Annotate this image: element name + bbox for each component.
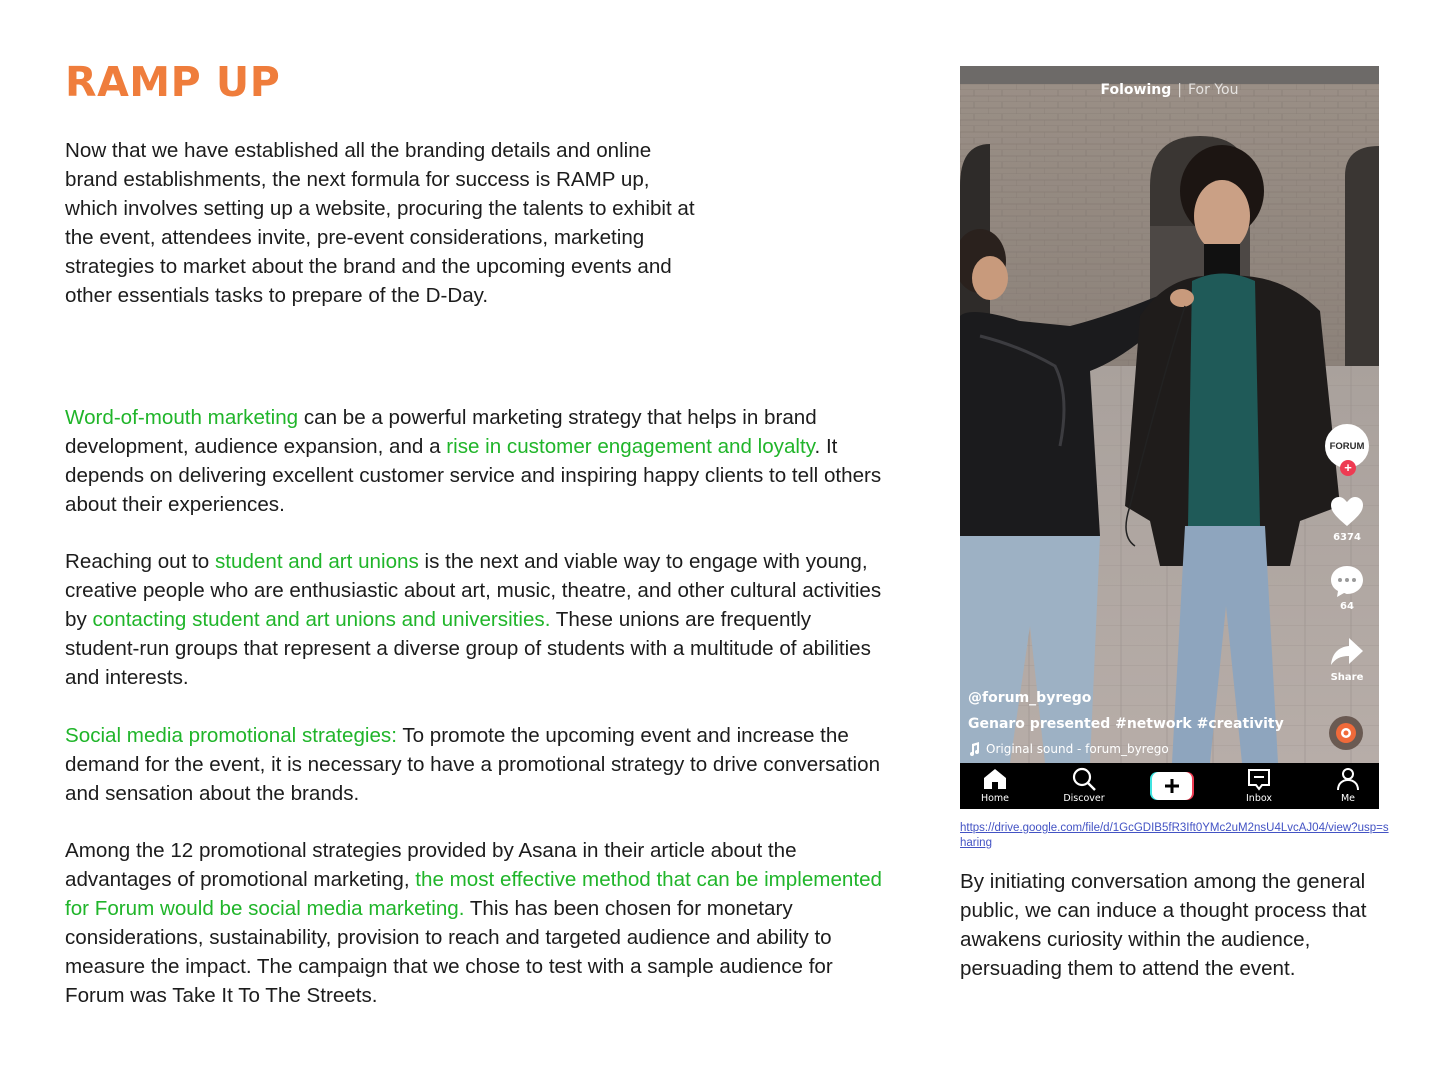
discover-icon — [1071, 767, 1097, 791]
comment-icon[interactable] — [1329, 563, 1365, 599]
comment-count: 64 — [1340, 601, 1354, 612]
page-title: RAMP UP — [65, 58, 281, 106]
nav-inbox[interactable] — [1229, 767, 1289, 804]
social-media-paragraph — [65, 721, 885, 808]
video-drive-link[interactable]: https://drive.google.com/file/d/1GcGDIB5fR3Ift0YMc2uM2nsU4LvcAJ04/view?usp=sharing — [960, 822, 1389, 849]
tab-following[interactable]: Folowing — [1100, 82, 1172, 98]
inbox-icon — [1246, 767, 1272, 791]
promotional-strategies-paragraph — [65, 836, 885, 1010]
heart-icon[interactable] — [1329, 494, 1365, 530]
intro-paragraph: Now that we have established all the branding details and online brand establishments, the next formula for success is RAMP up, which involves setting up a website, procuring the talents to exhibit at the event, attendees invite, pre-event considerations, marketing strategies to market about the brand and the upcoming events and other essentials tasks to prepare of the D-Day. — [65, 139, 695, 307]
tiktok-screenshot — [960, 66, 1379, 809]
paragraph-text: . It depends on delivering excellent customer service and inspiring happy clients to tell others about their experiences. — [65, 435, 882, 516]
side-caption-paragraph: By initiating conversation among the general public, we can induce a thought process that awakens curiosity within the audience, persuading them to attend the event. — [960, 870, 1367, 980]
nav-discover[interactable] — [1054, 767, 1114, 804]
highlight-engagement: rise in customer engagement and loyalty — [446, 435, 815, 458]
word-of-mouth-paragraph — [65, 403, 885, 519]
paragraph-text: Among the 12 promotional strategies provided by Asana in their article about the advantages of promotional marketing, — [65, 839, 797, 891]
video-username[interactable]: @forum_byrego — [968, 690, 1092, 706]
home-icon — [982, 767, 1008, 791]
feed-tabs — [960, 82, 1379, 98]
paragraph-text: Reaching out to — [65, 550, 215, 573]
bottom-nav — [960, 763, 1379, 809]
create-plus-icon[interactable] — [1150, 772, 1194, 800]
share-label: Share — [1330, 672, 1364, 683]
nav-home-label: Home — [980, 793, 1010, 804]
tab-for-you[interactable]: For You — [1188, 82, 1239, 98]
like-count: 6374 — [1333, 532, 1361, 543]
paragraph-text: These unions are frequently student-run groups that represent a diverse group of students with a multitude of abilities and interests. — [65, 608, 871, 689]
nav-me-label: Me — [1340, 793, 1356, 804]
highlight-student-unions: student and art unions — [214, 550, 419, 573]
nav-me[interactable] — [1318, 767, 1378, 804]
avatar-label: FORUM — [1329, 440, 1365, 452]
highlight-contacting-unions: contacting student and art unions and universities. — [92, 608, 551, 631]
highlight-word-of-mouth: Word-of-mouth marketing — [65, 406, 299, 429]
paragraph-text: To promote the upcoming event and increase the demand for the event, it is necessary to have a promotional strategy to drive conversation and sensation about the brands. — [65, 724, 881, 805]
video-sound[interactable] — [968, 742, 1169, 756]
follow-plus-button[interactable]: + — [1340, 460, 1356, 476]
record-disc-icon[interactable] — [1329, 716, 1363, 750]
paragraph-text: can be a powerful marketing strategy that helps in brand development, audience expansion, and a — [65, 406, 817, 458]
nav-discover-label: Discover — [1063, 793, 1105, 804]
paragraph-text: This has been chosen for monetary considerations, sustainability, provision to reach and targeted audience and ability to measure the impact. The campaign that we chose to test with a sample audience for Forum was Take It To The Streets. — [65, 897, 833, 1007]
sound-label: Original sound - forum_byrego — [986, 742, 1169, 756]
paragraph-text: is the next and viable way to engage with young, creative people who are enthusiastic about art, music, theatre, and other cultural activities by — [65, 550, 882, 631]
profile-icon — [1335, 767, 1361, 791]
share-arrow-icon[interactable] — [1329, 634, 1365, 670]
highlight-social-media: Social media promotional strategies: — [65, 724, 397, 747]
nav-home[interactable] — [965, 767, 1025, 804]
tab-separator: | — [1177, 82, 1182, 98]
highlight-most-effective: the most effective method that can be implemented for Forum would be social media marketing. — [65, 868, 882, 920]
music-note-icon — [968, 742, 980, 756]
nav-inbox-label: Inbox — [1246, 793, 1272, 804]
student-unions-paragraph — [65, 547, 885, 692]
video-caption: Genaro presented #network #creativity — [968, 716, 1284, 732]
